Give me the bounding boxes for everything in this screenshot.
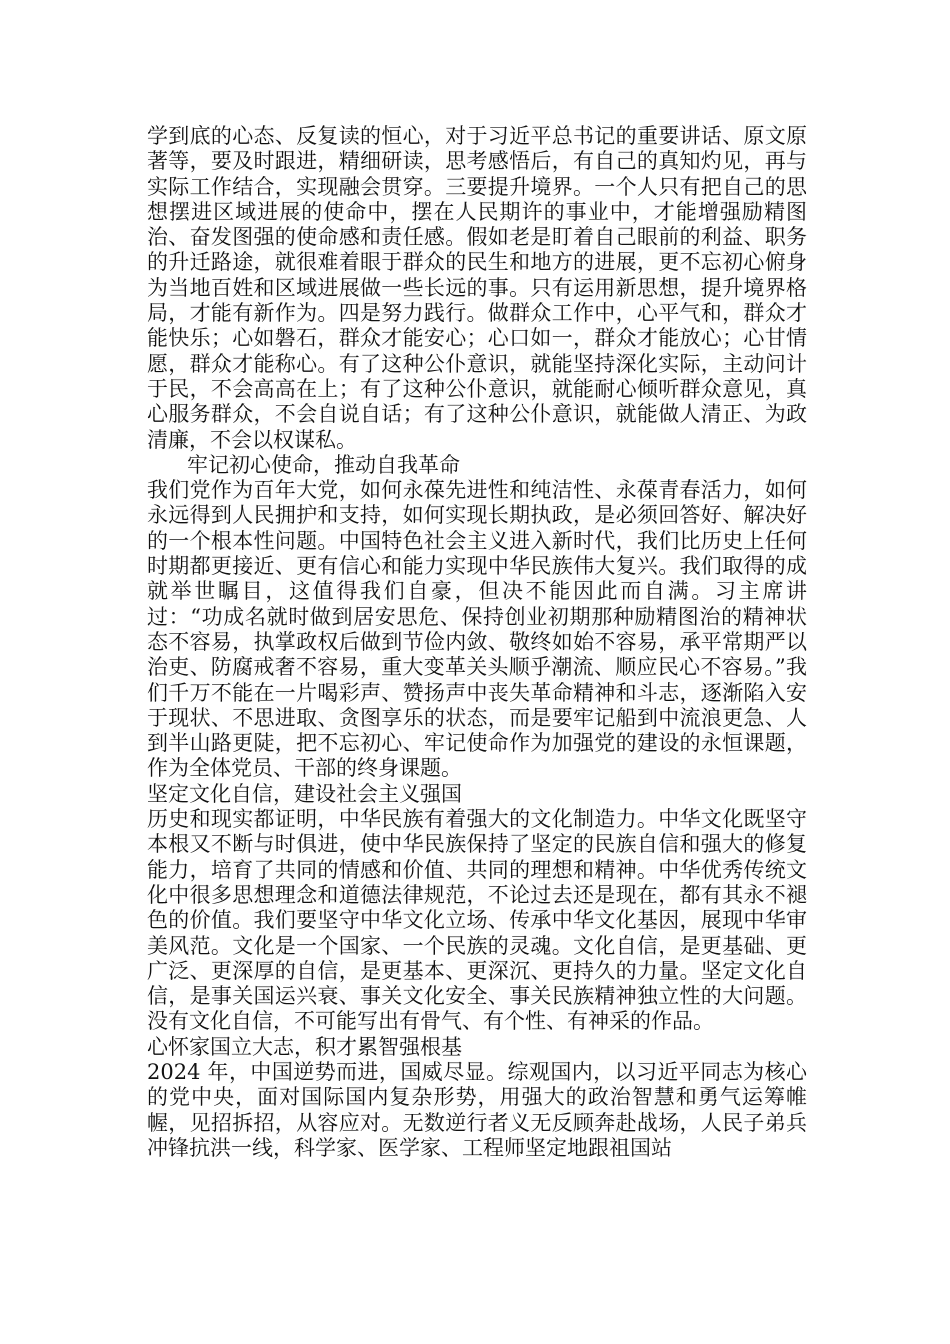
- para-continuation: 学到底的心态、反复读的恒心，对于习近平总书记的重要讲话、原文原著等，要及时跟进，精细研读，思考感悟后，有自己的真知灼见，再与实际工作结合，实现融会贯穿。三要提升境界。一个人只有把自己的思想摆进区域进展的使命中，摆在人民期许的事业中，才能增强励精图治、奋发图强的使命感和责任感。假如老是盯着自己眼前的利益、职务的升迁路途，就很难着眼于群众的民生和地方的进展，更不忘初心俯身为当地百姓和区域进展做一些长远的事。只有运用新思想，提升境界格局，才能有新作为。四是努力践行。做群众工作中，心平气和，群众才能快乐；心如磐石，群众才能安心；心口如一，群众才能放心；心甘情愿，群众才能称心。有了这种公仆意识，就能坚持深化实际，主动问计于民，不会高高在上；有了这种公仆意识，就能耐心倾听群众意见，真心服务群众，不会自说自话；有了这种公仆意识，就能做人清正、为政清廉，不会以权谋私。: [147, 124, 807, 452]
- para-self-revolution: 我们党作为百年大党，如何永葆先进性和纯洁性、永葆青春活力，如何永远得到人民拥护和支持，如何实现长期执政，是必须回答好、解决好的一个根本性问题。中国特色社会主义进入新时代，我们比历史上任何时期都更接近、更有信心和能力实现中华民族伟大复兴。我们取得的成就举世瞩目，这值得我们自豪，但决不能因此而自满。习主席讲过：“功成名就时做到居安思危、保持创业初期那种励精图治的精神状态不容易，执掌政权后做到节俭内敛、敬终如始不容易，承平常期严以治吏、防腐戒奢不容易，重大变革关头顺乎潮流、顺应民心不容易。”我们千万不能在一片喝彩声、赞扬声中丧失革命精神和斗志，逐渐陷入安于现状、不思进取、贪图享乐的状态，而是要牢记船到中流浪更急、人到半山路更陡，把不忘初心、牢记使命作为加强党的建设的永恒课题，作为全体党员、干部的终身课题。: [147, 478, 807, 781]
- para-cultural-confidence: 历史和现实都证明，中华民族有着强大的文化制造力。中华文化既坚守本根又不断与时俱进，使中华民族保持了坚定的民族自信和强大的修复能力，培育了共同的情感和价值、共同的理想和精神。中华优秀传统文化中很多思想理念和道德法律规范，不论过去还是现在，都有其永不褪色的价值。我们要坚守中华文化立场、传承中华文化基因，展现中华审美风范。文化是一个国家、一个民族的灵魂。文化自信，是更基础、更广泛、更深厚的自信，是更基本、更深沉、更持久的力量。坚定文化自信，是事关国运兴衰、事关文化安全、事关民族精神独立性的大问题。没有文化自信，不可能写出有骨气、有个性、有神采的作品。: [147, 807, 807, 1034]
- document-body: [147, 124, 807, 1161]
- heading-initial-mission: 牢记初心使命，推动自我革命: [187, 452, 460, 477]
- para-year-2024: 2024 年，中国逆势而进，国威尽显。综观国内，以习近平同志为核心的党中央，面对国际国内复杂形势，用强大的政治智慧和勇气运筹帷幄，见招拆招，从容应对。无数逆行者义无反顾奔赴战场，人民子弟兵冲锋抗洪一线，科学家、医学家、工程师坚定地跟祖国站: [147, 1059, 807, 1160]
- heading-cultural-confidence: 坚定文化自信，建设社会主义强国: [147, 781, 462, 806]
- heading-national-ambition: 心怀家国立大志，积才累智强根基: [147, 1034, 462, 1059]
